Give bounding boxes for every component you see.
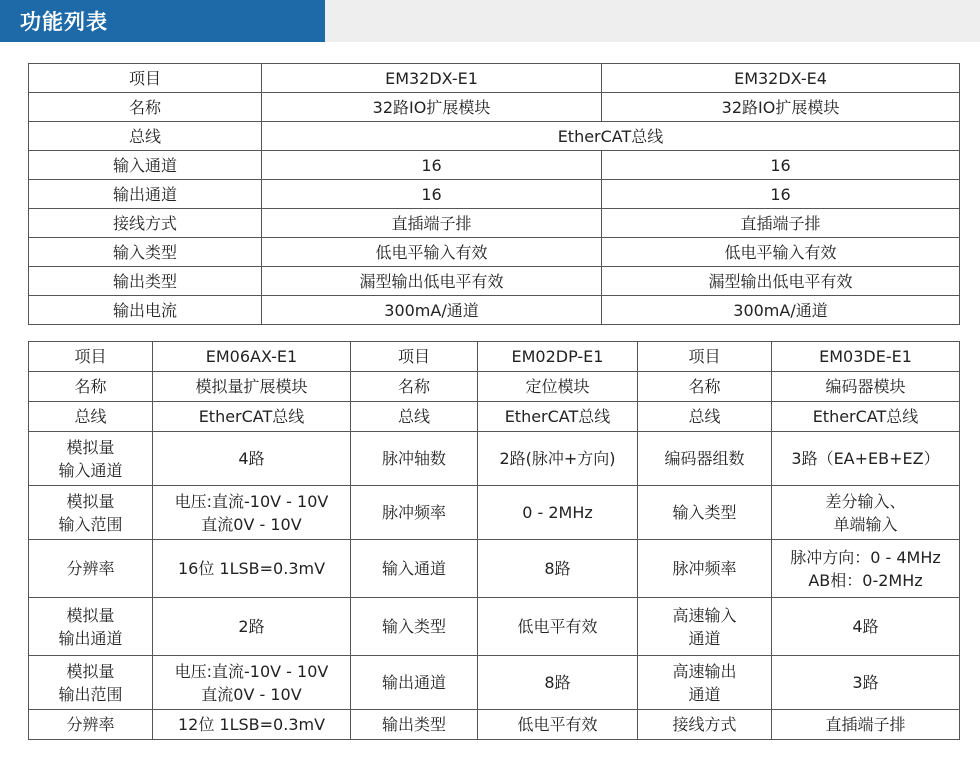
table-cell: 16 [602,151,960,180]
row-label-cell: 脉冲频率 [351,486,478,540]
table-row [29,267,960,296]
table-row [29,93,960,122]
cell-text-line: 高速输入 [672,605,737,625]
row-label-cell: 输出通道 [29,180,262,209]
table-cell [772,486,960,540]
table-cell: EM06AX-E1 [153,342,351,372]
table-cell: EM32DX-E1 [262,64,602,93]
table-cell: 编码器模块 [772,372,960,402]
row-label-cell [638,656,772,710]
table-cell: 300mA/通道 [602,296,960,325]
row-label-cell: 输入类型 [638,486,772,540]
cell-text-line: 输入范围 [58,514,123,534]
row-label-cell: 脉冲频率 [638,540,772,598]
row-label-cell: 名称 [29,93,262,122]
table-cell: 直插端子排 [262,209,602,238]
table-cell: 漏型输出低电平有效 [262,267,602,296]
cell-text-line: 电压:直流-10V - 10V [174,661,329,681]
table-cell: EtherCAT总线 [153,402,351,432]
table-cell: 12位 1LSB=0.3mV [153,710,351,740]
cell-text-line: 脉冲方向：0 - 4MHz [790,547,941,567]
table-row [29,342,960,372]
cell-text-line: 输出范围 [58,684,123,704]
row-label-cell: 总线 [29,122,262,151]
row-label-cell [29,656,153,710]
table-row [29,372,960,402]
table-row [29,656,960,710]
row-label-cell: 名称 [29,372,153,402]
section-title: 功能列表 [20,10,108,34]
table-cell: 漏型输出低电平有效 [602,267,960,296]
table-row [29,122,960,151]
row-label-cell: 项目 [29,342,153,372]
table-cell: 0 - 2MHz [478,486,638,540]
table-cell: 300mA/通道 [262,296,602,325]
row-label-cell [638,598,772,656]
table-cell: 4路 [772,598,960,656]
cell-text-line: 模拟量 [66,661,115,681]
table-cell [772,540,960,598]
table-cell: EtherCAT总线 [478,402,638,432]
table-cell: 3路 [772,656,960,710]
cell-text-line: 差分输入、 [825,491,906,511]
table-row [29,238,960,267]
table-cell: 32路IO扩展模块 [602,93,960,122]
table-cell: 直插端子排 [772,710,960,740]
cell-text-line: 电压:直流-10V - 10V [174,491,329,511]
table-cell: 8路 [478,656,638,710]
row-label-cell: 名称 [351,372,478,402]
row-label-cell: 分辨率 [29,540,153,598]
cell-text-line: 直流0V - 10V [201,514,302,534]
table-cell: EtherCAT总线 [262,122,960,151]
table-cell: 16 [262,151,602,180]
analog-positioning-encoder-spec-table [28,341,960,740]
table-cell: 低电平输入有效 [602,238,960,267]
table-cell: 2路 [153,598,351,656]
table-cell [153,656,351,710]
row-label-cell: 接线方式 [638,710,772,740]
row-label-cell [29,486,153,540]
table-row [29,598,960,656]
table-cell: 3路（EA+EB+EZ） [772,432,960,486]
cell-text-line: 模拟量 [66,437,115,457]
table-cell: 32路IO扩展模块 [262,93,602,122]
cell-text-line: 高速输出 [672,661,737,681]
table-cell [153,486,351,540]
row-label-cell: 脉冲轴数 [351,432,478,486]
row-label-cell: 接线方式 [29,209,262,238]
cell-text-line: 输出通道 [58,628,123,648]
row-label-cell: 总线 [638,402,772,432]
cell-text-line: 通道 [688,628,721,648]
cell-text-line: 通道 [688,684,721,704]
table-row [29,432,960,486]
row-label-cell: 输出电流 [29,296,262,325]
row-label-cell: 总线 [29,402,153,432]
row-label-cell: 输入通道 [29,151,262,180]
row-label-cell [29,432,153,486]
table-cell: 模拟量扩展模块 [153,372,351,402]
table-row [29,540,960,598]
row-label-cell: 输入类型 [351,598,478,656]
row-label-cell: 输入通道 [351,540,478,598]
table-cell: 8路 [478,540,638,598]
table-row [29,486,960,540]
table-cell: EtherCAT总线 [772,402,960,432]
table-cell: 16 [262,180,602,209]
row-label-cell: 项目 [351,342,478,372]
table-cell: 定位模块 [478,372,638,402]
cell-text-line: 输入通道 [58,460,123,480]
table-row [29,296,960,325]
table-cell: EM02DP-E1 [478,342,638,372]
table-row [29,180,960,209]
cell-text-line: 直流0V - 10V [201,684,302,704]
row-label-cell: 总线 [351,402,478,432]
table-cell: 16 [602,180,960,209]
row-label-cell: 输入类型 [29,238,262,267]
em32dx-spec-table [28,63,960,325]
row-label-cell [29,598,153,656]
row-label-cell: 项目 [638,342,772,372]
table-cell: 低电平输入有效 [262,238,602,267]
cell-text-line: 模拟量 [66,605,115,625]
table-cell: 直插端子排 [602,209,960,238]
row-label-cell: 输出类型 [351,710,478,740]
row-label-cell: 名称 [638,372,772,402]
cell-text-line: 单端输入 [833,514,898,534]
row-label-cell: 分辨率 [29,710,153,740]
table-cell: 4路 [153,432,351,486]
section-title-bar [0,0,325,42]
table-row [29,151,960,180]
table-cell: 2路(脉冲+方向) [478,432,638,486]
table-row [29,64,960,93]
table-cell: EM03DE-E1 [772,342,960,372]
table-cell: 低电平有效 [478,598,638,656]
row-label-cell: 输出通道 [351,656,478,710]
cell-text-line: 模拟量 [66,491,115,511]
table-row [29,402,960,432]
table-cell: 16位 1LSB=0.3mV [153,540,351,598]
table-row [29,710,960,740]
table-cell: 低电平有效 [478,710,638,740]
row-label-cell: 输出类型 [29,267,262,296]
table-cell: EM32DX-E4 [602,64,960,93]
cell-text-line: AB相：0-2MHz [808,570,923,590]
row-label-cell: 编码器组数 [638,432,772,486]
table-row [29,209,960,238]
row-label-cell: 项目 [29,64,262,93]
